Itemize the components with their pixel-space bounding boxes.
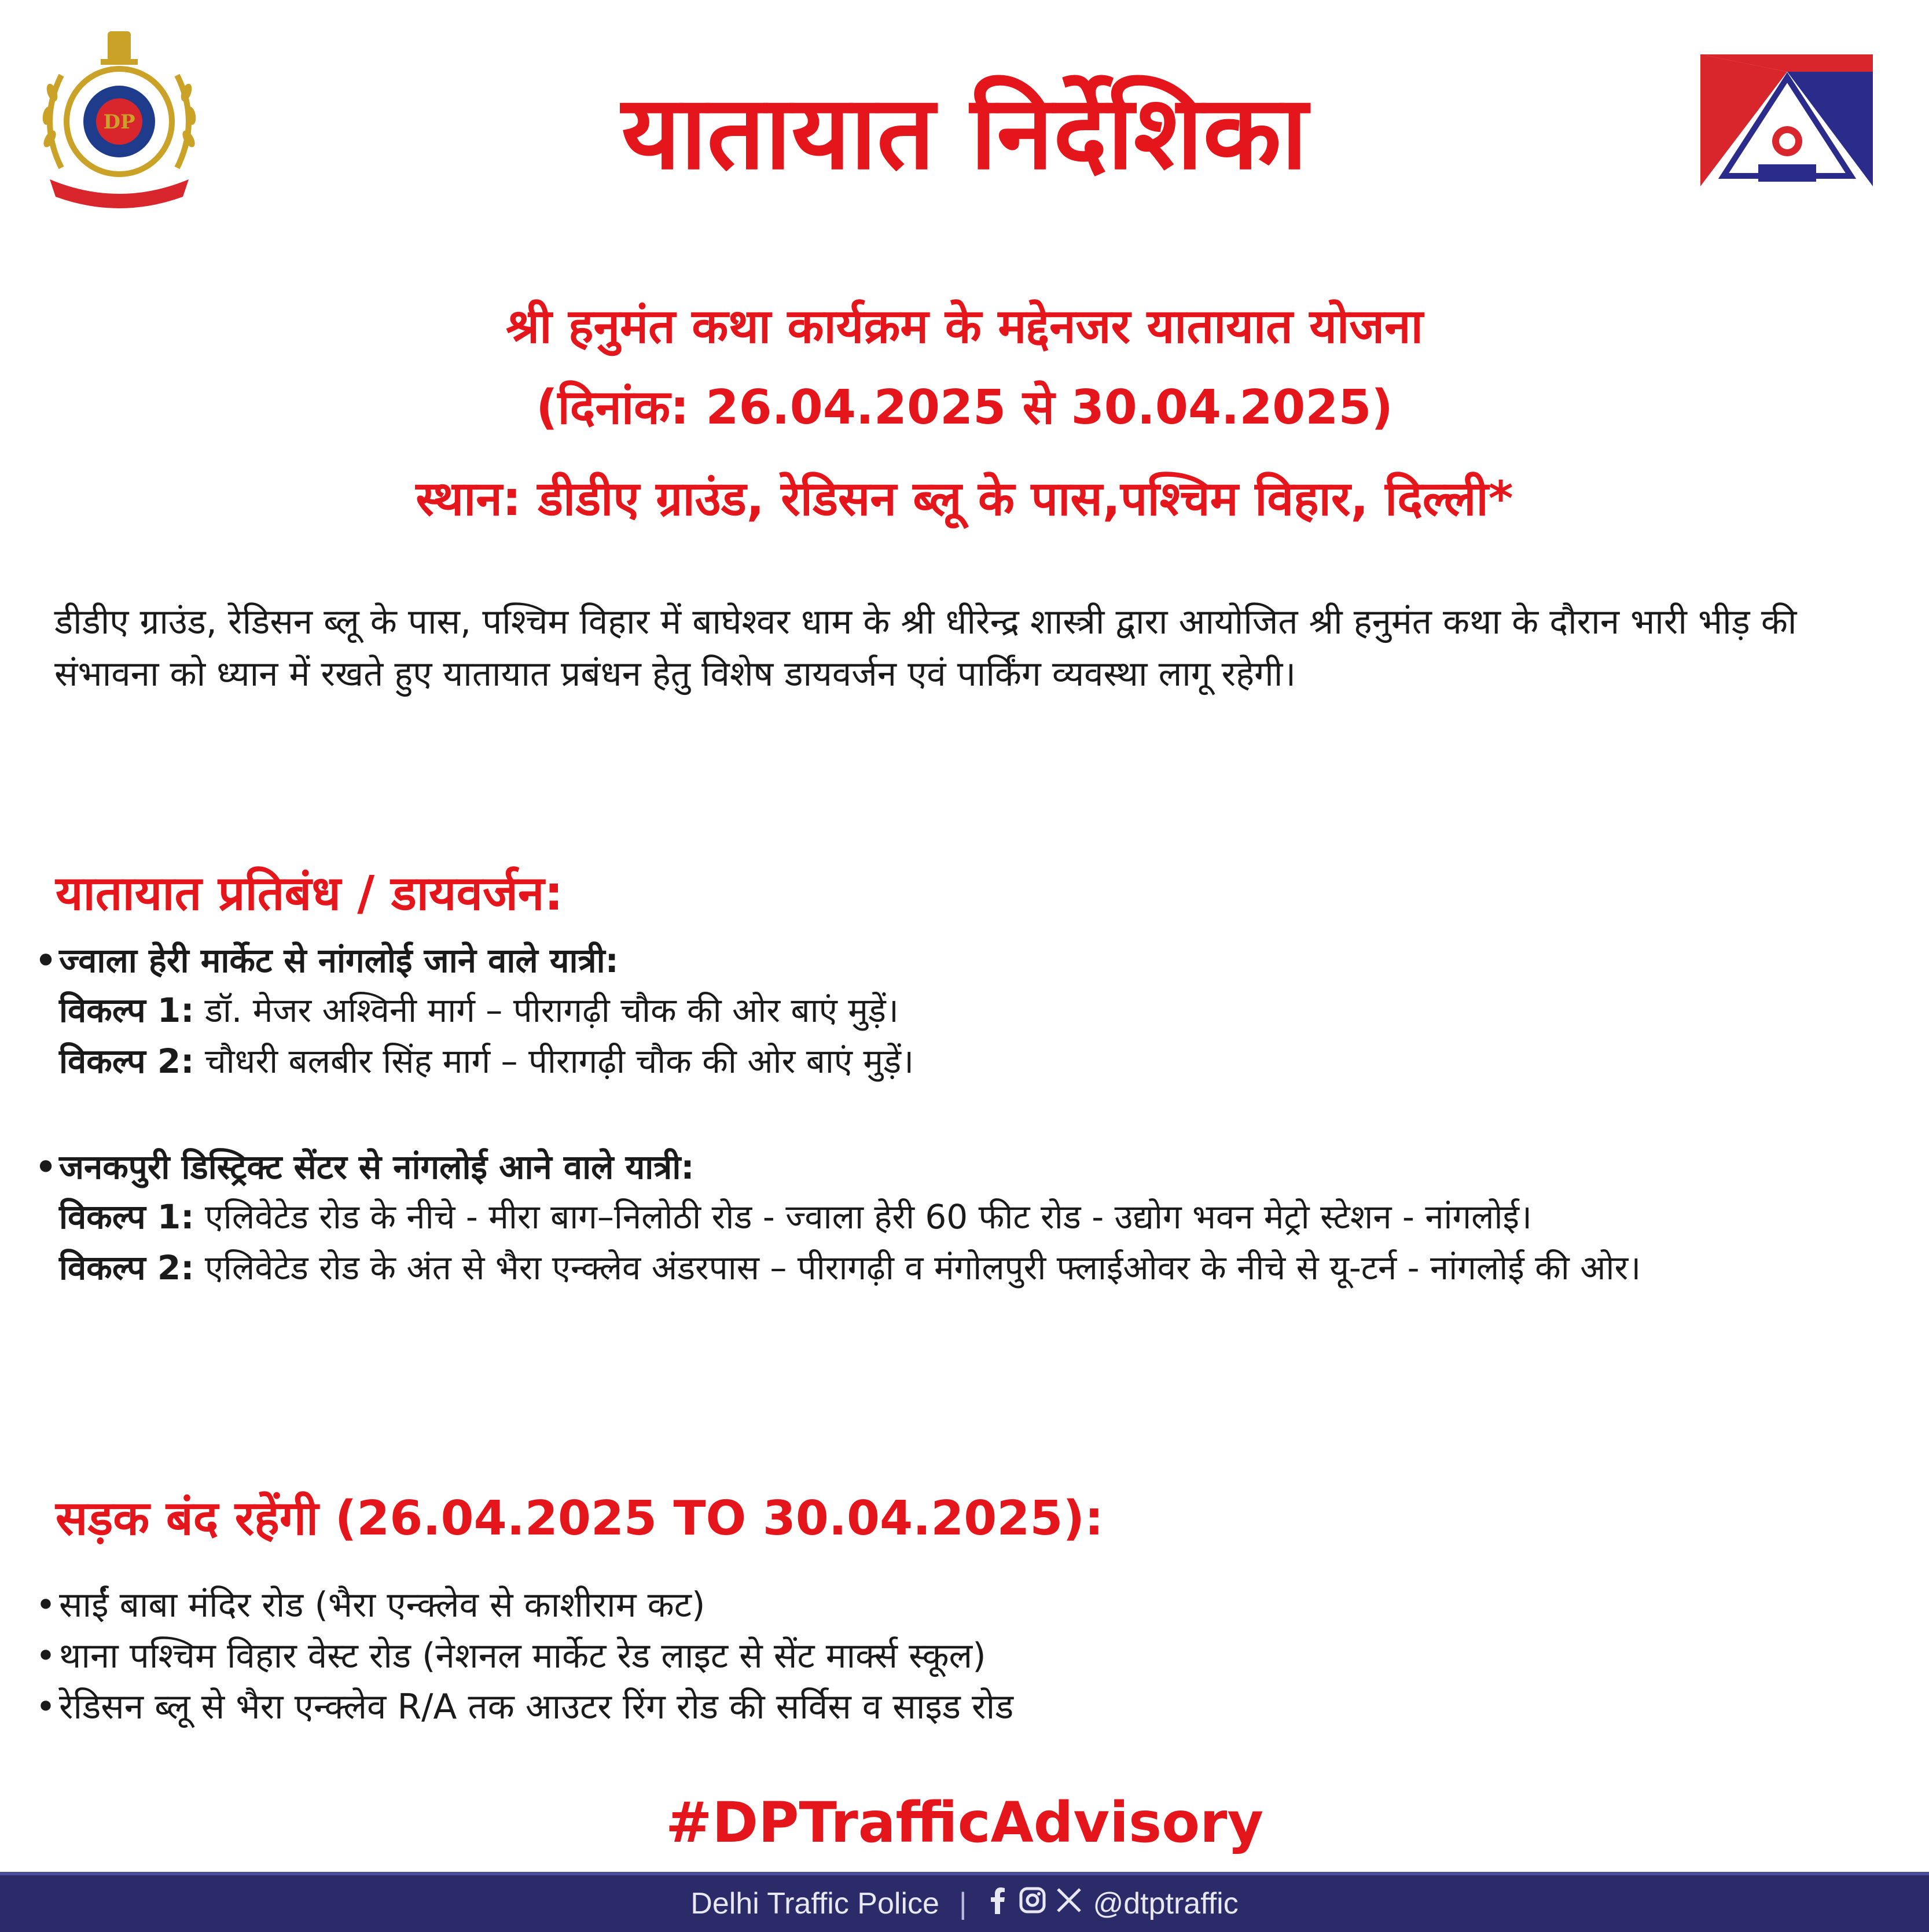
diversion-option <box>32 1036 1884 1087</box>
footer-separator: | <box>958 1887 967 1920</box>
diversion-group <box>32 1143 1884 1293</box>
closures-title: सड़क बंद रहेंगी (26.04.2025 TO 30.04.2025): <box>56 1491 1104 1546</box>
diversion-option <box>32 1242 1884 1293</box>
list-item: •थाना पश्चिम विहार वेस्ट रोड (नेशनल मार्केट रेड लाइट से सेंट मार्क्स स्कूल) <box>32 1631 1884 1681</box>
bullet-icon: • <box>35 1687 56 1727</box>
x-icon[interactable] <box>1056 1886 1082 1921</box>
svg-text:DP: DP <box>103 111 135 134</box>
event-heading: श्री हनुमंत कथा कार्यक्रम के मद्देनजर यातायात योजना <box>506 299 1423 354</box>
social-icons <box>986 1886 1082 1922</box>
option-text: एलिवेटेड रोड के अंत से भैरा एन्क्लेव अंडरपास – पीरागढ़ी व मंगोलपुरी फ्लाईओवर के नीचे से यू-टर्न - नांगलोई की ओर। <box>194 1248 1641 1287</box>
instagram-icon[interactable] <box>1019 1886 1046 1922</box>
road-closure-list <box>32 1580 1884 1732</box>
option-text: चौधरी बलबीर सिंह मार्ग – पीरागढ़ी चौक की ओर बाएं मुड़ें। <box>194 1042 914 1081</box>
option-text: डॉ. मेजर अश्विनी मार्ग – पीरागढ़ी चौक की ओर बाएं मुड़ें। <box>194 991 899 1030</box>
hashtag: #DPTrafficAdvisory <box>665 1790 1264 1855</box>
diversion-option <box>32 1191 1884 1242</box>
bullet-icon: • <box>35 1636 56 1676</box>
bullet-icon: • <box>35 1147 57 1187</box>
diversion-group-heading: •जनकपुरी डिस्ट्रिक्ट सेंटर से नांगलोई आने वाले यात्री: <box>32 1143 1884 1191</box>
event-location: स्थान: डीडीए ग्राउंड, रेडिसन ब्लू के पास,पश्चिम विहार, दिल्ली* <box>416 472 1513 527</box>
restrictions-title: यातायात प्रतिबंध / डायवर्जन: <box>56 866 564 921</box>
page-title: यातायात निर्देशिका <box>621 73 1308 192</box>
diversion-group-heading: •ज्वाला हेरी मार्केट से नांगलोई जाने वाले यात्री: <box>32 936 1884 985</box>
bullet-icon: • <box>35 1585 56 1625</box>
footer-org-name: Delhi Traffic Police <box>690 1887 939 1920</box>
list-item: •रेडिसन ब्लू से भैरा एन्क्लेव R/A तक आउटर रिंग रोड की सर्विस व साइड रोड <box>32 1681 1884 1732</box>
list-item: •साईं बाबा मंदिर रोड (भैरा एन्क्लेव से काशीराम कट) <box>32 1580 1884 1631</box>
option-label: विकल्प 2: <box>59 1248 194 1287</box>
option-text: एलिवेटेड रोड के नीचे - मीरा बाग–निलोठी रोड - ज्वाला हेरी 60 फीट रोड - उद्योग भवन मेट्रो स्टेशन - नांगलोई। <box>194 1197 1532 1237</box>
option-label: विकल्प 1: <box>59 991 194 1030</box>
diversion-group <box>32 936 1884 1087</box>
option-label: विकल्प 1: <box>59 1197 194 1237</box>
intro-paragraph: डीडीए ग्राउंड, रेडिसन ब्लू के पास, पश्चिम विहार में बाघेश्वर धाम के श्री धीरेन्द्र शास्त्री द्वारा आयोजित श्री हनुमंत कथा के दौरान भारी भीड़ की संभावना को ध्यान में रखते हुए यातायात प्रबंधन हेतु विशेष डायवर्जन एवं पार्किंग व्यवस्था लागू रहेगी। <box>54 602 1797 694</box>
facebook-icon[interactable] <box>986 1886 1009 1922</box>
bullet-icon: • <box>35 941 57 980</box>
event-dates: (दिनांक: 26.04.2025 से 30.04.2025) <box>536 380 1393 435</box>
footer-bar <box>0 1872 1929 1932</box>
diversion-option <box>32 985 1884 1036</box>
footer-handle[interactable]: @dtptraffic <box>1093 1887 1239 1920</box>
option-label: विकल्प 2: <box>59 1042 194 1081</box>
